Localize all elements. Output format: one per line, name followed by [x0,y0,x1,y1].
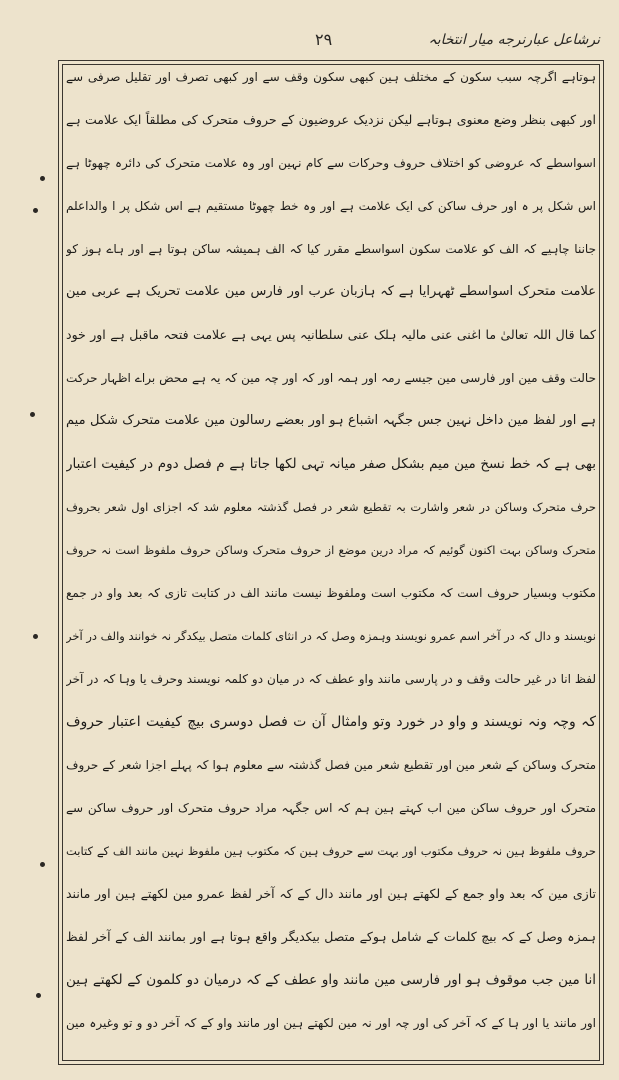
ink-speck [30,412,35,417]
text-line: کہ وچہ ونہ نویسند و واو در خورد وتو وامثال آن ت فصل دوسری بیچ کیفیت اعتبار حروف [66,714,596,730]
text-line: نویسند و دال کہ در آخر اسم عمرو نویسند وہمزہ وصل کہ در انثای کلمات متصل بیکدگر نہ خوانند والف در آخر [66,629,596,643]
text-line: اسواسطے کہ عروضی کو اختلاف حروف وحرکات سے کام نہین اور وہ علامت متحرک کی دائرہ چھوٹا ہے [66,156,596,170]
text-line: متحرک وساکن بہت اکنون گوئیم کہ مراد درین موضع از حروف متحرک وساکن حروف ملفوظ است نہ حروف [66,543,596,557]
page-header [60,28,600,62]
text-line: انا مین جب موقوف ہو اور فارسی مین مانند واو عطف کے کہ درمیان دو کلمون کے لکھتے ہین [66,972,596,988]
text-line: متحرک اور حروف ساکن مین اب کہتے ہین ہم کہ اس جگہہ مراد حروف متحرک اور حروف ساکن سے [66,801,596,815]
text-line: اس شکل پر ہ اور حرف ساکن کی ایک علامت ہے اور وہ خط چھوٹا مستقیم ہے اس شکل پر ا والداعلم [66,199,596,213]
text-line: ہوتاہے اگرچہ سبب سکون کے مختلف ہین کبھی سکون وقف سے اور کبھی تصرف اور تقلیل صرفی سے [66,70,596,84]
text-line: حالت وقف مین اور فارسی مین جیسے رمہ اور ہمہ اور کہ اور چہ مین کہ یہ ہے محض براے اظہار حرکت [66,371,596,385]
ink-speck [40,176,45,181]
ink-speck [33,634,38,639]
text-line: لفظ انا در غیر حالت وقف و در پارسی مانند واو عطف کہ در میان دو کلمہ نویسند وحرف یا وہا کہ در آخر [66,672,596,686]
text-line: مکتوب وبسیار حروف است کہ مکتوب است وملفوظ نیست مانند الف در کتابت تازی کہ بعد واو در جمع [66,586,596,600]
text-line: ہے اور لفظ مین داخل نہین جس جگہہ اشباع ہو اور بعضے رسالون مین علامت متحرک شکل میم [66,413,596,428]
text-line: اور کبھی بنظر وضع معنوی ہوتاہے لیکن نزدیک عروضیون کے حروف متحرک کی مطلقاً ایک علامت ہے [66,112,596,127]
text-line: بھی ہے کہ خط نسخ مین میم بشکل صفر میانہ تہی لکھا جاتا ہے م فصل دوم در کیفیت اعتبار [66,456,596,472]
text-block [66,66,596,1056]
text-line: جاننا چاہیے کہ الف کو علامت سکون اسواسطے مقرر کیا کہ الف ہمیشہ ساکن ہوتا ہے اور ہاے ہوز کو [66,242,596,256]
text-line: متحرک وساکن کے شعر مین اور تقطیع شعر مین فصل گذشتہ سے معلوم ہوا کہ پہلے اجزا شعر کے حروف [66,758,596,772]
text-line: کما قال اللہ تعالیٰ ما اغنی عنی مالیہ ہلک عنی سلطانیہ پس یہی ہے علامت فتحہ ماقبل ہے اور خود [66,327,596,342]
ink-speck [33,208,38,213]
text-line: اور مانند یا اور ہا کے کہ آخر کی اور چہ اور نہ مین لکھتے ہین اور مانند واو کے کہ آخر دو و تو وغیرہ مین [66,1016,596,1030]
ink-speck [40,862,45,867]
text-line: تازی مین کہ بعد واو جمع کے لکھتے ہین اور مانند دال کے کہ آخر لفظ عمرو مین لکھتے ہین اور مانند [66,886,596,901]
text-line: حروف ملفوظ ہین نہ حروف مکتوب اور بہت سے حروف ہین کہ مکتوب ہین ملفوظ نہین مانند الف کے کتابت [66,844,596,858]
text-line: علامت متحرک اسواسطے ٹھہرایا ہے کہ ہازبان عرب اور فارس مین علامت تحریک ہے عربی مین [66,284,596,299]
running-title: نرشاعل عبارنرجه میار انتخابہ [428,32,600,48]
text-line: حرف متحرک وساکن در شعر واشارت بہ تقطیع شعر در فصل گذشتہ معلوم شد کہ اجزای اول شعر بحروف [66,500,596,514]
page-number: ۲۹ [315,30,333,49]
text-line: ہمزہ وصل کے کہ بیچ کلمات کے شامل ہوکے متصل بیکدیگر واقع ہوتا ہے اور بمانند الف کے آخر لفظ [66,929,596,944]
ink-speck [36,993,41,998]
